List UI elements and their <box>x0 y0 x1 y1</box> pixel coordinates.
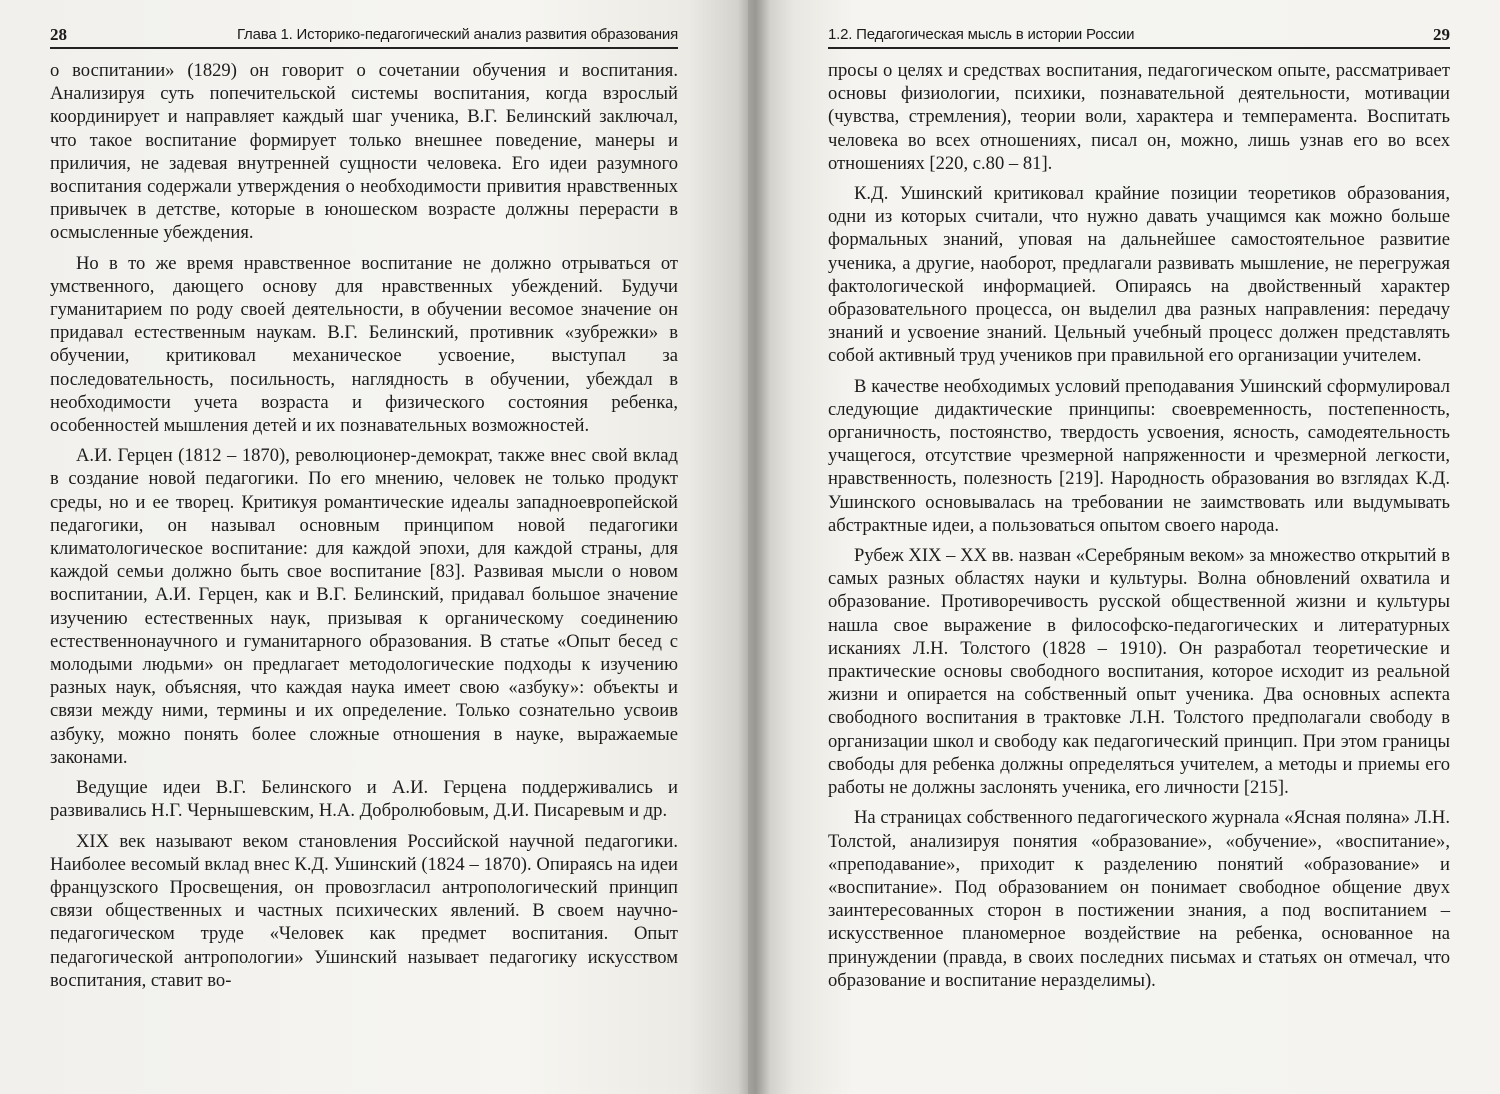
paragraph: В качестве необходимых условий преподавания Ушинский сформулировал следующие дидактические принципы: своевременность, постепенность, органичность, постоянство, твердость усвоения, ясность, самодеятельность учащегося, отсутствие чрезмерной напряженности и чрезмерной легкости, нравственность, полезность [219]. Народность образования во взглядах К.Д. Ушинского основывалась на требовании не заимствовать или выдумывать абстрактные идеи, а пользоваться опытом своего народа. <box>828 375 1450 536</box>
left-page <box>0 0 748 1094</box>
book-gutter-shadow <box>738 0 770 1094</box>
paragraph: Но в то же время нравственное воспитание не должно отрываться от умственного, дающего основу для нравственных убеждений. Будучи гуманитарием по роду своей деятельности, в обучении весомое значение он придавал естественным наукам. В.Г. Белинский, противник «зубрежки» в обучении, критиковал механическое усвоение, выступал за последовательность, посильность, наглядность в обучении, убеждал в необходимости учета возраста и физического состояния ребенка, особенностей мышления детей и их познавательных возможностей. <box>50 252 678 437</box>
right-page <box>748 0 1500 1094</box>
paragraph: К.Д. Ушинский критиковал крайние позиции теоретиков образования, одни из которых считали, что нужно давать учащимся как можно больше формальных знаний, уповая на дальнейшее самостоятельное развитие ученика, а другие, наоборот, предлагали развивать мышление, не перегружая фактологической информацией. Опираясь на двойственный характер образовательного процесса, он выделил два разных направления: передачу знаний и усвоение знаний. Цельный учебный процесс должен представлять собой активный труд учеников при правильной его организации учителем. <box>828 183 1450 367</box>
paragraph: просы о целях и средствах воспитания, педагогическом опыте, рассматривает основы физиологии, психики, познавательной деятельности, мотивации (чувства, стремления), теории воли, характера и темперамента. Воспитать человека во всех отношениях, писал он, можно, лишь узнав его во всех отношениях [220, с.80 – 81]. <box>828 60 1450 174</box>
paragraph: Ведущие идеи В.Г. Белинского и А.И. Герцена поддерживались и развивались Н.Г. Чернышевским, Н.А. Добролюбовым, Д.И. Писаревым и др. <box>50 777 678 822</box>
paragraph: XIX век называют веком становления Российской научной педагогики. Наиболее весомый вклад внес К.Д. Ушинский (1824 – 1870). Опираясь на идеи французского Просвещения, он провозгласил антропологический принцип связи общественных и частных психических явлений. В своем научно-педагогическом труде «Человек как предмет воспитания. Опыт педагогической антропологии» Ушинский называет педагогику искусством воспитания, ставит во- <box>50 830 678 991</box>
left-body-text <box>50 59 678 992</box>
paragraph: А.И. Герцен (1812 – 1870), революционер-демократ, также внес свой вклад в создание новой педагогики. По его мнению, человек не только продукт среды, но и ее творец. Критикуя романтические идеалы западноевропейской педагогики, он называл основным принципом новой педагогики климатологическое воспитание: для каждой эпохи, для каждой страны, для каждой семьи должно быть свое воспитание [83]. Развивая мысли о новом воспитании, А.И. Герцен, как и В.Г. Белинский, придавал большое значение изучению естественных наук, призывая к органическому соединению естественнонаучного и гуманитарного образования. В статье «Опыт бесед с молодыми людьми» он предлагает методологические подходы к изучению разных наук, объясняя, что каждая наука имеет свою «азбуку»: объекты и связи между ними, термины и их определение. Только сознательно усвоив азбуку, можно понять более сложные отношения в науке, выражаемые законами. <box>50 445 678 768</box>
page-number: 29 <box>1433 25 1450 44</box>
paragraph: о воспитании» (1829) он говорит о сочетании обучения и воспитания. Анализируя суть попечительской системы воспитания, когда взрослый координирует и направляет каждый шаг ученика, В.Г. Белинский заключал, что такое воспитание формирует только внешнее поведение, манеры и приличия, не задевая внутренней сущности человека. Его идеи разумного воспитания содержали утверждения о необходимости привития нравственных привычек в детстве, которые в юношеском возрасте должны перерасти в осмысленные убеждения. <box>50 60 678 244</box>
right-body-text <box>828 59 1450 992</box>
left-running-head <box>50 26 678 49</box>
running-title: 1.2. Педагогическая мысль в истории России <box>828 26 1135 43</box>
paragraph: Рубеж XIX – XX вв. назван «Серебряным веком» за множество открытий в самых разных областях науки и культуры. Волна обновлений охватила и образование. Противоречивость русской общественной жизни и культуры нашла свое выражение в философско-педагогических и литературных исканиях Л.Н. Толстого (1828 – 1910). Он разработал теоретические и практические основы свободного воспитания, которое исходит из реальной жизни и опирается на собственный опыт ученика. Два основных аспекта свободного воспитания в трактовке Л.Н. Толстого предполагали свободу в организации школ и свободу как педагогический принцип. При этом границы свободы для ребенка должны определяться учителем, а методы и приемы его работы не должны заслонять ученика, его личности [215]. <box>828 545 1450 799</box>
page-number: 28 <box>50 25 67 44</box>
running-title: Глава 1. Историко-педагогический анализ развития образования <box>236 26 678 43</box>
right-running-head <box>828 26 1450 49</box>
paragraph: На страницах собственного педагогического журнала «Ясная поляна» Л.Н. Толстой, анализируя понятия «образование», «обучение», «воспитание», «преподавание», приходит к разделению понятий «образование» и «воспитание». Под образованием он понимает свободное общение двух заинтересованных сторон в постижении знания, а под воспитанием – искусственное планомерное воздействие на ребенка, основанное на принуждении (правда, в своих последних письмах и статьях он отмечал, что образование и воспитание неразделимы). <box>828 807 1450 991</box>
